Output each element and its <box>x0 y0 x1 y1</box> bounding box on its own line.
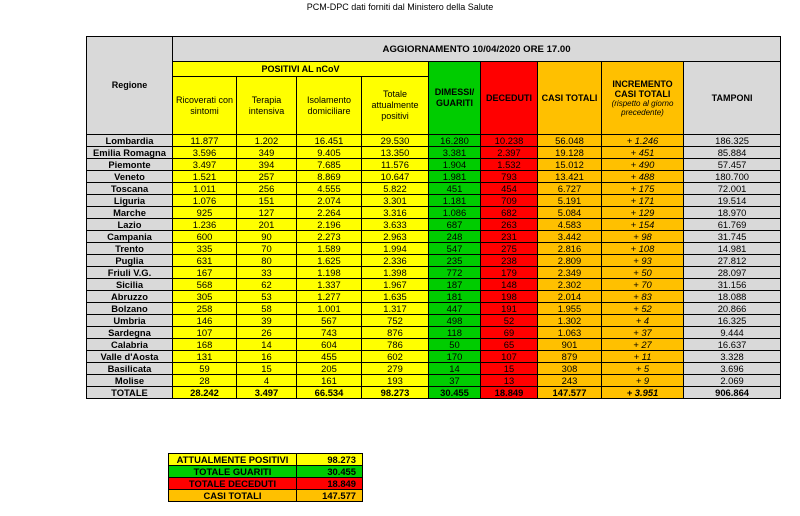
cell-ricoverati: 3.497 <box>173 159 237 171</box>
cell-terapia: 26 <box>237 327 297 339</box>
cell-incremento: + 70 <box>602 279 684 291</box>
cell-incremento: + 451 <box>602 147 684 159</box>
cell-regione: Calabria <box>87 339 173 351</box>
cell-deceduti: 13 <box>481 375 538 387</box>
cell-ricoverati: 1.011 <box>173 183 237 195</box>
cell-deceduti: 179 <box>481 267 538 279</box>
cell-terapia: 256 <box>237 183 297 195</box>
cell-casi: 4.583 <box>538 219 602 231</box>
cell-terapia: 53 <box>237 291 297 303</box>
cell-ricoverati: 1.236 <box>173 219 237 231</box>
cell-casi: 879 <box>538 351 602 363</box>
summary-label: TOTALE GUARITI <box>169 466 297 478</box>
cell-terapia: 14 <box>237 339 297 351</box>
cell-terapia: 80 <box>237 255 297 267</box>
cell-isolamento: 2.273 <box>297 231 362 243</box>
cell-deceduti: 10.238 <box>481 135 538 147</box>
cell-tamponi: 906.864 <box>684 387 781 399</box>
header-update: AGGIORNAMENTO 10/04/2020 ORE 17.00 <box>173 37 781 62</box>
table-row <box>87 231 781 243</box>
cell-ricoverati: 11.877 <box>173 135 237 147</box>
cell-isolamento: 2.074 <box>297 195 362 207</box>
cell-deceduti: 52 <box>481 315 538 327</box>
cell-isolamento: 1.337 <box>297 279 362 291</box>
cell-terapia: 70 <box>237 243 297 255</box>
cell-dimessi: 772 <box>429 267 481 279</box>
cell-tamponi: 57.457 <box>684 159 781 171</box>
cell-terapia: 3.497 <box>237 387 297 399</box>
cell-incremento: + 490 <box>602 159 684 171</box>
cell-casi: 2.809 <box>538 255 602 267</box>
table-row <box>87 243 781 255</box>
header-incremento <box>602 62 684 135</box>
cell-deceduti: 191 <box>481 303 538 315</box>
cell-totale: 1.635 <box>362 291 429 303</box>
cell-casi: 5.191 <box>538 195 602 207</box>
cell-deceduti: 198 <box>481 291 538 303</box>
cell-incremento: + 98 <box>602 231 684 243</box>
cell-tamponi: 72.001 <box>684 183 781 195</box>
cell-deceduti: 793 <box>481 171 538 183</box>
cell-regione: Marche <box>87 207 173 219</box>
cell-ricoverati: 1.076 <box>173 195 237 207</box>
cell-dimessi: 187 <box>429 279 481 291</box>
cell-isolamento: 1.589 <box>297 243 362 255</box>
cell-ricoverati: 28 <box>173 375 237 387</box>
header-casi-totali: CASI TOTALI <box>538 62 602 135</box>
cell-totale: 1.317 <box>362 303 429 315</box>
cell-casi: 243 <box>538 375 602 387</box>
cell-terapia: 201 <box>237 219 297 231</box>
table-row <box>87 351 781 363</box>
cell-regione: Piemonte <box>87 159 173 171</box>
cell-isolamento: 1.001 <box>297 303 362 315</box>
cell-totale: 11.576 <box>362 159 429 171</box>
table-row <box>87 255 781 267</box>
cell-incremento: + 5 <box>602 363 684 375</box>
cell-totale: 786 <box>362 339 429 351</box>
cell-ricoverati: 168 <box>173 339 237 351</box>
table-row <box>87 291 781 303</box>
table-row <box>87 183 781 195</box>
cell-ricoverati: 28.242 <box>173 387 237 399</box>
cell-casi: 19.128 <box>538 147 602 159</box>
cell-deceduti: 275 <box>481 243 538 255</box>
header-deceduti: DECEDUTI <box>481 62 538 135</box>
cell-terapia: 58 <box>237 303 297 315</box>
cell-regione: Trento <box>87 243 173 255</box>
cell-incremento: + 37 <box>602 327 684 339</box>
cell-terapia: 151 <box>237 195 297 207</box>
cell-incremento: + 129 <box>602 207 684 219</box>
cell-terapia: 349 <box>237 147 297 159</box>
header-totale-positivi: Totale attualmente positivi <box>362 77 429 135</box>
cell-tamponi: 20.866 <box>684 303 781 315</box>
header-isolamento: Isolamento domiciliare <box>297 77 362 135</box>
cell-tamponi: 16.325 <box>684 315 781 327</box>
cell-totale: 752 <box>362 315 429 327</box>
table-row <box>87 267 781 279</box>
cell-totale: 98.273 <box>362 387 429 399</box>
table-row <box>87 147 781 159</box>
cell-incremento: + 3.951 <box>602 387 684 399</box>
cell-terapia: 16 <box>237 351 297 363</box>
cell-incremento: + 27 <box>602 339 684 351</box>
cell-totale: 602 <box>362 351 429 363</box>
cell-casi: 5.084 <box>538 207 602 219</box>
cell-totale: 29.530 <box>362 135 429 147</box>
cell-deceduti: 69 <box>481 327 538 339</box>
cell-casi: 901 <box>538 339 602 351</box>
cell-tamponi: 27.812 <box>684 255 781 267</box>
cell-casi: 56.048 <box>538 135 602 147</box>
covid-regional-table <box>86 36 781 399</box>
cell-deceduti: 1.532 <box>481 159 538 171</box>
table-row <box>87 135 781 147</box>
cell-terapia: 33 <box>237 267 297 279</box>
header-regione: Regione <box>87 37 173 135</box>
cell-tamponi: 9.444 <box>684 327 781 339</box>
cell-dimessi: 248 <box>429 231 481 243</box>
summary-value: 98.273 <box>297 454 363 466</box>
cell-ricoverati: 258 <box>173 303 237 315</box>
cell-tamponi: 16.637 <box>684 339 781 351</box>
cell-dimessi: 50 <box>429 339 481 351</box>
table-row <box>87 363 781 375</box>
cell-dimessi: 1.981 <box>429 171 481 183</box>
cell-ricoverati: 305 <box>173 291 237 303</box>
cell-tamponi: 3.328 <box>684 351 781 363</box>
cell-tamponi: 61.769 <box>684 219 781 231</box>
cell-tamponi: 186.325 <box>684 135 781 147</box>
cell-totale: 2.336 <box>362 255 429 267</box>
cell-deceduti: 2.397 <box>481 147 538 159</box>
cell-deceduti: 454 <box>481 183 538 195</box>
cell-totale: 1.994 <box>362 243 429 255</box>
cell-deceduti: 65 <box>481 339 538 351</box>
header-terapia: Terapia intensiva <box>237 77 297 135</box>
cell-incremento: + 488 <box>602 171 684 183</box>
cell-dimessi: 14 <box>429 363 481 375</box>
cell-incremento: + 4 <box>602 315 684 327</box>
cell-regione: Molise <box>87 375 173 387</box>
cell-isolamento: 2.196 <box>297 219 362 231</box>
cell-regione: Umbria <box>87 315 173 327</box>
cell-casi: 147.577 <box>538 387 602 399</box>
cell-totale: 3.301 <box>362 195 429 207</box>
cell-ricoverati: 631 <box>173 255 237 267</box>
cell-tamponi: 28.097 <box>684 267 781 279</box>
summary-value: 30.455 <box>297 466 363 478</box>
cell-deceduti: 238 <box>481 255 538 267</box>
cell-incremento: + 171 <box>602 195 684 207</box>
header-positivi-group: POSITIVI AL nCoV <box>173 62 429 77</box>
cell-deceduti: 263 <box>481 219 538 231</box>
table-row <box>87 207 781 219</box>
cell-incremento: + 9 <box>602 375 684 387</box>
cell-deceduti: 682 <box>481 207 538 219</box>
cell-casi: 2.302 <box>538 279 602 291</box>
cell-deceduti: 15 <box>481 363 538 375</box>
cell-isolamento: 4.555 <box>297 183 362 195</box>
cell-ricoverati: 568 <box>173 279 237 291</box>
table-row <box>87 303 781 315</box>
cell-dimessi: 1.086 <box>429 207 481 219</box>
cell-isolamento: 1.198 <box>297 267 362 279</box>
cell-tamponi: 3.696 <box>684 363 781 375</box>
cell-deceduti: 18.849 <box>481 387 538 399</box>
cell-tamponi: 31.745 <box>684 231 781 243</box>
cell-dimessi: 16.280 <box>429 135 481 147</box>
cell-terapia: 90 <box>237 231 297 243</box>
cell-dimessi: 547 <box>429 243 481 255</box>
cell-casi: 2.014 <box>538 291 602 303</box>
cell-dimessi: 118 <box>429 327 481 339</box>
cell-dimessi: 687 <box>429 219 481 231</box>
cell-totale: 876 <box>362 327 429 339</box>
cell-ricoverati: 3.596 <box>173 147 237 159</box>
cell-tamponi: 180.700 <box>684 171 781 183</box>
header-dimessi: DIMESSI/ GUARITI <box>429 62 481 135</box>
cell-terapia: 15 <box>237 363 297 375</box>
header-incremento-title: INCREMENTO CASI TOTALI <box>612 79 673 99</box>
cell-casi: 3.442 <box>538 231 602 243</box>
cell-totale: 1.398 <box>362 267 429 279</box>
cell-regione: Campania <box>87 231 173 243</box>
cell-tamponi: 18.970 <box>684 207 781 219</box>
cell-dimessi: 235 <box>429 255 481 267</box>
cell-terapia: 4 <box>237 375 297 387</box>
cell-incremento: + 154 <box>602 219 684 231</box>
cell-dimessi: 3.381 <box>429 147 481 159</box>
cell-isolamento: 455 <box>297 351 362 363</box>
cell-regione: Emilia Romagna <box>87 147 173 159</box>
cell-incremento: + 1.246 <box>602 135 684 147</box>
cell-totale: 3.316 <box>362 207 429 219</box>
cell-terapia: 39 <box>237 315 297 327</box>
cell-tamponi: 31.156 <box>684 279 781 291</box>
cell-terapia: 127 <box>237 207 297 219</box>
cell-totale: 10.647 <box>362 171 429 183</box>
cell-incremento: + 93 <box>602 255 684 267</box>
cell-regione: Bolzano <box>87 303 173 315</box>
cell-deceduti: 148 <box>481 279 538 291</box>
cell-isolamento: 2.264 <box>297 207 362 219</box>
summary-row <box>169 466 363 478</box>
cell-terapia: 257 <box>237 171 297 183</box>
cell-isolamento: 567 <box>297 315 362 327</box>
cell-deceduti: 107 <box>481 351 538 363</box>
summary-label: TOTALE DECEDUTI <box>169 478 297 490</box>
cell-casi: 1.302 <box>538 315 602 327</box>
cell-isolamento: 161 <box>297 375 362 387</box>
cell-ricoverati: 925 <box>173 207 237 219</box>
cell-terapia: 1.202 <box>237 135 297 147</box>
cell-totale: 279 <box>362 363 429 375</box>
cell-casi: 6.727 <box>538 183 602 195</box>
cell-regione: Veneto <box>87 171 173 183</box>
cell-terapia: 62 <box>237 279 297 291</box>
cell-casi: 2.349 <box>538 267 602 279</box>
cell-incremento: + 108 <box>602 243 684 255</box>
cell-totale: 2.963 <box>362 231 429 243</box>
summary-label: ATTUALMENTE POSITIVI <box>169 454 297 466</box>
cell-regione: Sicilia <box>87 279 173 291</box>
cell-regione: Friuli V.G. <box>87 267 173 279</box>
summary-value: 18.849 <box>297 478 363 490</box>
cell-ricoverati: 335 <box>173 243 237 255</box>
cell-casi: 15.012 <box>538 159 602 171</box>
table-row <box>87 195 781 207</box>
cell-dimessi: 181 <box>429 291 481 303</box>
cell-ricoverati: 131 <box>173 351 237 363</box>
table-row <box>87 375 781 387</box>
cell-ricoverati: 600 <box>173 231 237 243</box>
cell-casi: 13.421 <box>538 171 602 183</box>
cell-casi: 308 <box>538 363 602 375</box>
cell-ricoverati: 107 <box>173 327 237 339</box>
cell-terapia: 394 <box>237 159 297 171</box>
cell-deceduti: 231 <box>481 231 538 243</box>
cell-totale: 3.633 <box>362 219 429 231</box>
table-row <box>87 219 781 231</box>
cell-totale: 1.967 <box>362 279 429 291</box>
cell-isolamento: 205 <box>297 363 362 375</box>
cell-isolamento: 66.534 <box>297 387 362 399</box>
cell-isolamento: 7.685 <box>297 159 362 171</box>
summary-row <box>169 454 363 466</box>
cell-regione: Lombardia <box>87 135 173 147</box>
cell-dimessi: 1.904 <box>429 159 481 171</box>
cell-totale: 13.350 <box>362 147 429 159</box>
summary-table <box>168 453 363 502</box>
cell-regione: Sardegna <box>87 327 173 339</box>
cell-regione: Liguria <box>87 195 173 207</box>
header-incremento-sub: (rispetto al giorno precedente) <box>611 99 674 117</box>
cell-dimessi: 451 <box>429 183 481 195</box>
cell-tamponi: 2.069 <box>684 375 781 387</box>
summary-label: CASI TOTALI <box>169 490 297 502</box>
cell-totale: 5.822 <box>362 183 429 195</box>
header-tamponi: TAMPONI <box>684 62 781 135</box>
table-row <box>87 279 781 291</box>
totale-row <box>87 387 781 399</box>
cell-isolamento: 16.451 <box>297 135 362 147</box>
cell-tamponi: 14.981 <box>684 243 781 255</box>
cell-isolamento: 9.405 <box>297 147 362 159</box>
cell-regione: Basilicata <box>87 363 173 375</box>
cell-totale: 193 <box>362 375 429 387</box>
cell-isolamento: 1.625 <box>297 255 362 267</box>
table-row <box>87 171 781 183</box>
cell-tamponi: 19.514 <box>684 195 781 207</box>
cell-isolamento: 743 <box>297 327 362 339</box>
cell-regione: TOTALE <box>87 387 173 399</box>
cell-ricoverati: 59 <box>173 363 237 375</box>
cell-incremento: + 50 <box>602 267 684 279</box>
cell-incremento: + 175 <box>602 183 684 195</box>
cell-isolamento: 1.277 <box>297 291 362 303</box>
cell-casi: 1.955 <box>538 303 602 315</box>
cell-regione: Puglia <box>87 255 173 267</box>
cell-incremento: + 11 <box>602 351 684 363</box>
table-row <box>87 315 781 327</box>
cell-dimessi: 37 <box>429 375 481 387</box>
cell-regione: Toscana <box>87 183 173 195</box>
cell-ricoverati: 146 <box>173 315 237 327</box>
summary-value: 147.577 <box>297 490 363 502</box>
table-row <box>87 159 781 171</box>
header-ricoverati: Ricoverati con sintomi <box>173 77 237 135</box>
cell-regione: Abruzzo <box>87 291 173 303</box>
cell-regione: Valle d'Aosta <box>87 351 173 363</box>
cell-casi: 2.816 <box>538 243 602 255</box>
cell-incremento: + 52 <box>602 303 684 315</box>
cell-tamponi: 18.088 <box>684 291 781 303</box>
summary-row <box>169 490 363 502</box>
summary-row <box>169 478 363 490</box>
cell-isolamento: 8.869 <box>297 171 362 183</box>
cell-isolamento: 604 <box>297 339 362 351</box>
table-row <box>87 327 781 339</box>
cell-dimessi: 170 <box>429 351 481 363</box>
cell-dimessi: 30.455 <box>429 387 481 399</box>
cell-regione: Lazio <box>87 219 173 231</box>
cell-incremento: + 83 <box>602 291 684 303</box>
table-row <box>87 339 781 351</box>
cell-dimessi: 1.181 <box>429 195 481 207</box>
cell-tamponi: 85.884 <box>684 147 781 159</box>
cell-ricoverati: 167 <box>173 267 237 279</box>
cell-deceduti: 709 <box>481 195 538 207</box>
cell-ricoverati: 1.521 <box>173 171 237 183</box>
cell-casi: 1.063 <box>538 327 602 339</box>
cell-dimessi: 447 <box>429 303 481 315</box>
cell-dimessi: 498 <box>429 315 481 327</box>
page-title: PCM-DPC dati forniti dal Ministero della Salute <box>306 2 494 12</box>
